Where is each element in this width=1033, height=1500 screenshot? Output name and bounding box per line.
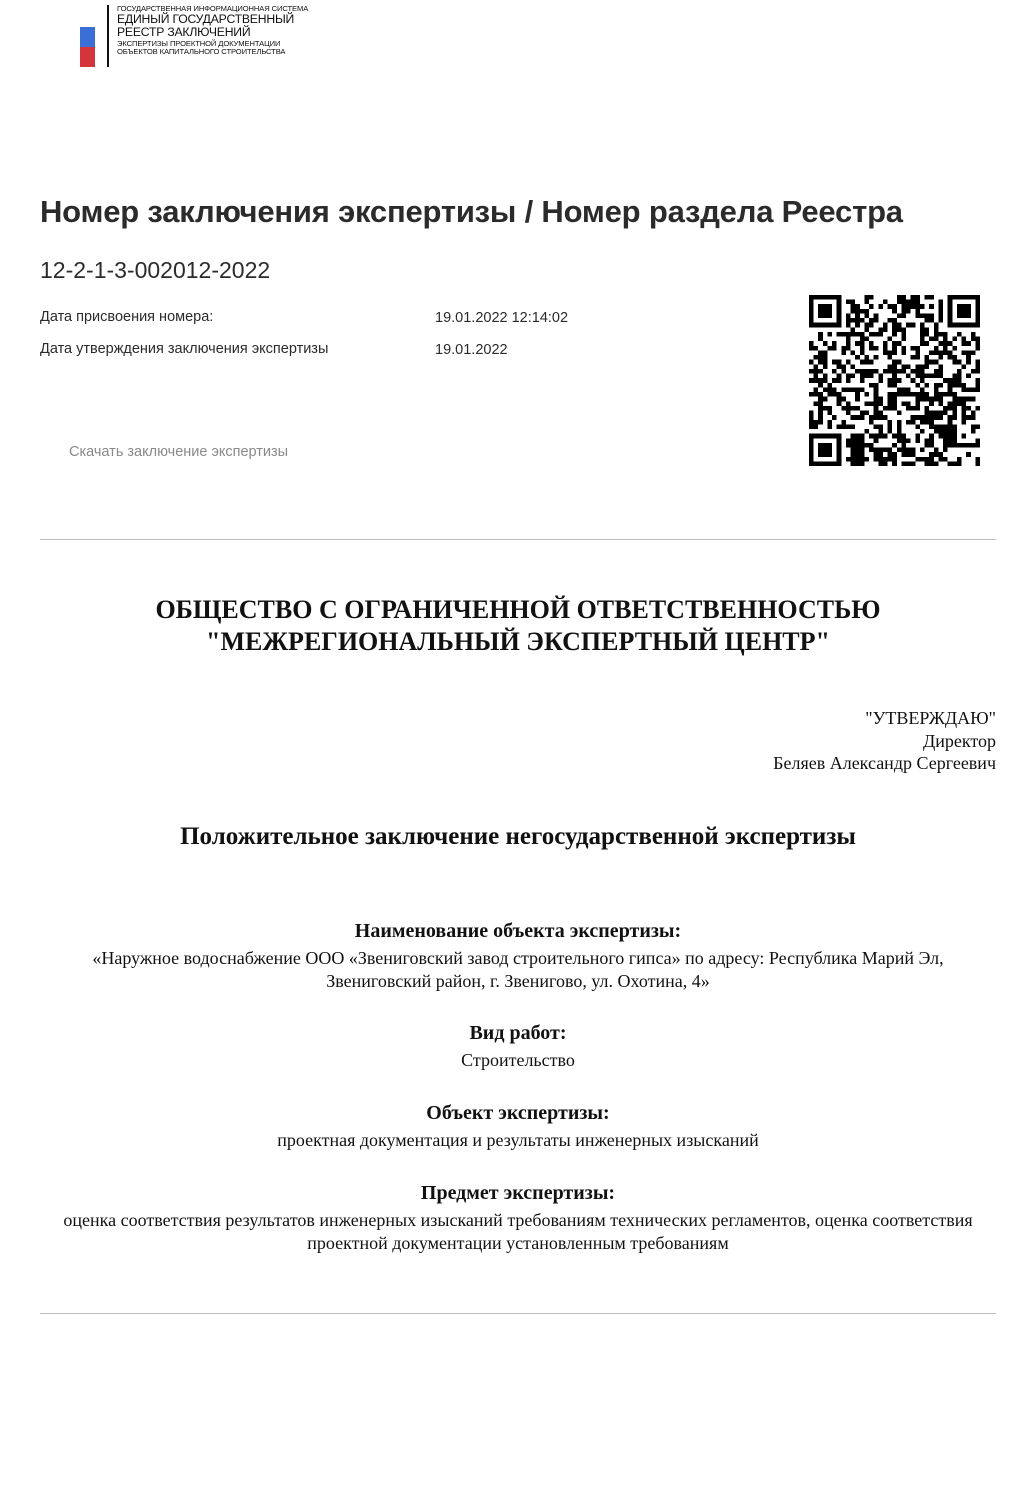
section-text-line-1: «Наружное водоснабжение ООО «Звениговский завод строительного гипса» по адресу: Республика Марий Эл, bbox=[92, 948, 944, 968]
approval-person: Беляев Александр Сергеевич bbox=[773, 753, 996, 773]
section-object-name bbox=[40, 918, 996, 992]
section-heading: Объект экспертизы: bbox=[426, 1102, 610, 1124]
section-text-line-1: оценка соответствия результатов инженерных изысканий требованиям технических регламентов, оценка соответствия bbox=[63, 1210, 973, 1230]
divider-top bbox=[40, 539, 996, 540]
logo-line-4: ЭКСПЕРТИЗЫ ПРОЕКТНОЙ ДОКУМЕНТАЦИИ bbox=[117, 38, 281, 48]
registry-number: 12-2-1-3-002012-2022 bbox=[40, 257, 271, 283]
section-expertise-object bbox=[40, 1100, 996, 1152]
logo-line-3: РЕЕСТР ЗАКЛЮЧЕНИЙ bbox=[117, 25, 251, 40]
section-text-line-2: проектной документации установленным требованиям bbox=[307, 1232, 729, 1253]
approval-word: "УТВЕРЖДАЮ" bbox=[865, 708, 996, 728]
registry-title: Номер заключения экспертизы / Номер раздела Реестра bbox=[40, 194, 903, 229]
organization-name-line-1: ОБЩЕСТВО С ОГРАНИЧЕННОЙ ОТВЕТСТВЕННОСТЬЮ bbox=[155, 595, 881, 624]
organization-name bbox=[40, 594, 996, 658]
logo-divider bbox=[107, 5, 109, 67]
section-work-type bbox=[40, 1020, 996, 1072]
approve-date-label: Дата утверждения заключения экспертизы bbox=[40, 341, 329, 357]
section-heading: Предмет экспертизы: bbox=[420, 1182, 616, 1204]
approval-position: Директор bbox=[922, 730, 996, 751]
download-conclusion-link[interactable]: Скачать заключение экспертизы bbox=[69, 444, 289, 460]
logo-text bbox=[117, 5, 308, 56]
assign-date-label: Дата присвоения номера: bbox=[40, 309, 214, 325]
section-text bbox=[40, 1129, 996, 1152]
assign-date-row bbox=[40, 309, 569, 326]
section-text-line-1: Строительство bbox=[461, 1050, 575, 1070]
document-title: Положительное заключение негосударственной экспертизы bbox=[180, 823, 856, 850]
section-text bbox=[40, 947, 996, 992]
assign-date-value: 19.01.2022 12:14:02 bbox=[435, 310, 569, 326]
logo-line-5: ОБЪЕКТОВ КАПИТАЛЬНОГО СТРОИТЕЛЬСТВА bbox=[117, 46, 286, 56]
section-text-line-1: проектная документация и результаты инженерных изысканий bbox=[277, 1130, 759, 1150]
qr-code-icon bbox=[809, 295, 980, 466]
section-expertise-subject bbox=[40, 1180, 996, 1254]
approve-date-value: 19.01.2022 bbox=[435, 342, 508, 358]
section-heading: Наименование объекта экспертизы: bbox=[354, 920, 682, 942]
logo-line-2: ЕДИНЫЙ ГОСУДАРСТВЕННЫЙ bbox=[117, 12, 295, 27]
russian-flag-icon bbox=[80, 27, 95, 67]
section-heading: Вид работ: bbox=[469, 1022, 567, 1044]
divider-bottom bbox=[40, 1313, 996, 1314]
logo-line-1: ГОСУДАРСТВЕННАЯ ИНФОРМАЦИОННАЯ СИСТЕМА bbox=[117, 4, 309, 13]
approve-date-row bbox=[40, 341, 508, 358]
section-text-line-2: Звениговский район, г. Звенигово, ул. Охотина, 4» bbox=[326, 970, 710, 991]
gis-logo bbox=[80, 5, 308, 69]
section-text bbox=[40, 1209, 996, 1254]
organization-name-line-2: "МЕЖРЕГИОНАЛЬНЫЙ ЭКСПЕРТНЫЙ ЦЕНТР" bbox=[206, 627, 830, 656]
approval-block bbox=[773, 707, 996, 775]
section-text bbox=[40, 1049, 996, 1072]
